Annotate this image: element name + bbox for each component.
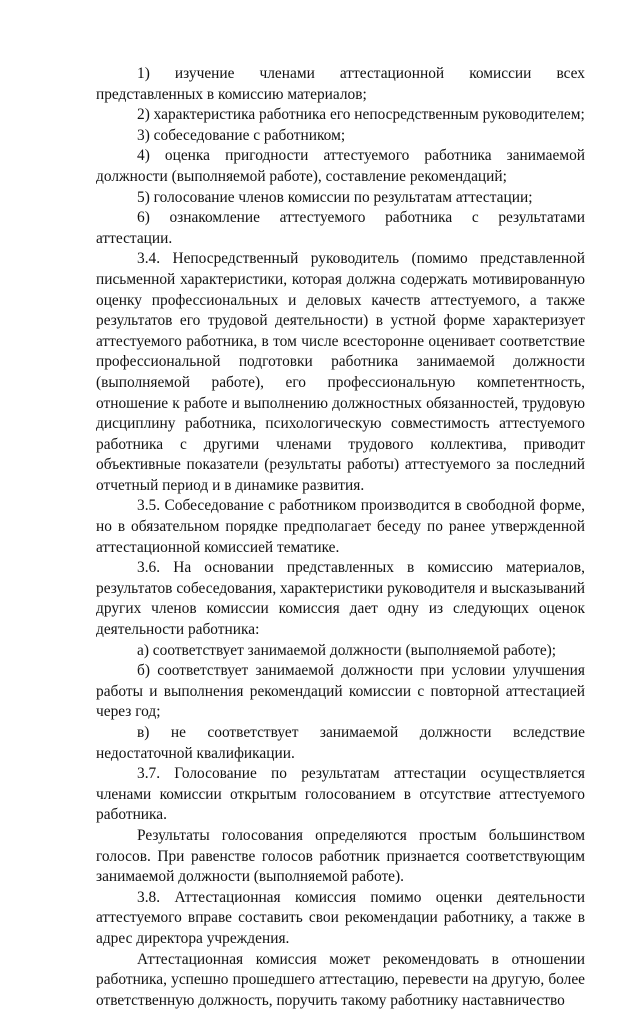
paragraph-3-5: 3.5. Собеседование с работником производится в свободной форме, но в обязательном порядке предполагает беседу по ранее утвержденной аттестационной комиссией тематике. xyxy=(96,497,585,556)
paragraph-3-8: 3.8. Аттестационная комиссия помимо оценки деятельности аттестуемого вправе составить свои рекомендации работнику, а также в адрес директора учреждения. xyxy=(96,888,585,947)
paragraph-voting-results: Результаты голосования определяются простым большинством голосов. При равенстве голосов работник признается соответствующим занимаемой должности (выполняемой работе). xyxy=(96,826,585,886)
paragraph-3-4: 3.4. Непосредственный руководитель (помимо представленной письменной характеристики, которая должна содержать мотивированную оценку профессиональных и деловых качеств аттестуемого, а также результатов его трудовой деятельности) в устной форме характеризует аттестуемого работника, в том числе всесторонне оценивает соответствие профессиональной подготовки работника занимаемой должности (выполняемой работе), его профессиональную компетентность, отношение к работе и выполнению должностных обязанностей, трудовую дисциплину работника, психологическую совместимость аттестуемого работника с другими членами трудового коллектива, приводит объективные показатели (результаты работы) аттестуемого за последний отчетный период и в динамике развития. xyxy=(96,250,585,494)
paragraph-3-6: 3.6. На основании представленных в комиссию материалов, результатов собеседования, характеристики руководителя и высказываний других членов комиссии комиссия дает одну из следующих оценок деятельности работника: xyxy=(96,559,585,639)
paragraph-recommendations: Аттестационная комиссия может рекомендовать в отношении работника, успешно прошедшего аттестацию, перевести на другую, более ответственную должность, поручить такому работнику наставничество xyxy=(96,950,585,1009)
paragraph-option-c: в) не соответствует занимаемой должности вследствие недостаточной квалификации. xyxy=(96,724,585,762)
paragraph-3-7: 3.7. Голосование по результатам аттестации осуществляется членами комиссии открытым голосованием в отсутствие аттестуемого работника. xyxy=(96,765,585,824)
paragraph-step-6: 6) ознакомление аттестуемого работника с результатами аттестации. xyxy=(96,209,585,247)
paragraph-option-b: б) соответствует занимаемой должности при условии улучшения работы и выполнения рекомендаций комиссии с повторной аттестацией через год; xyxy=(96,662,585,721)
document-body xyxy=(96,64,585,1011)
paragraph-step-1: 1) изучение членами аттестационной комиссии всех представленных в комиссию материалов; xyxy=(96,65,585,103)
paragraph-step-3: 3) собеседование с работником; xyxy=(137,126,346,144)
paragraph-step-2: 2) характеристика работника его непосредственным руководителем; xyxy=(137,106,585,124)
paragraph-step-5: 5) голосование членов комиссии по результатам аттестации; xyxy=(137,188,533,206)
paragraph-option-a: а) соответствует занимаемой должности (выполняемой работе); xyxy=(137,641,557,659)
paragraph-step-4: 4) оценка пригодности аттестуемого работника занимаемой должности (выполняемой работе), составление рекомендаций; xyxy=(96,147,585,185)
